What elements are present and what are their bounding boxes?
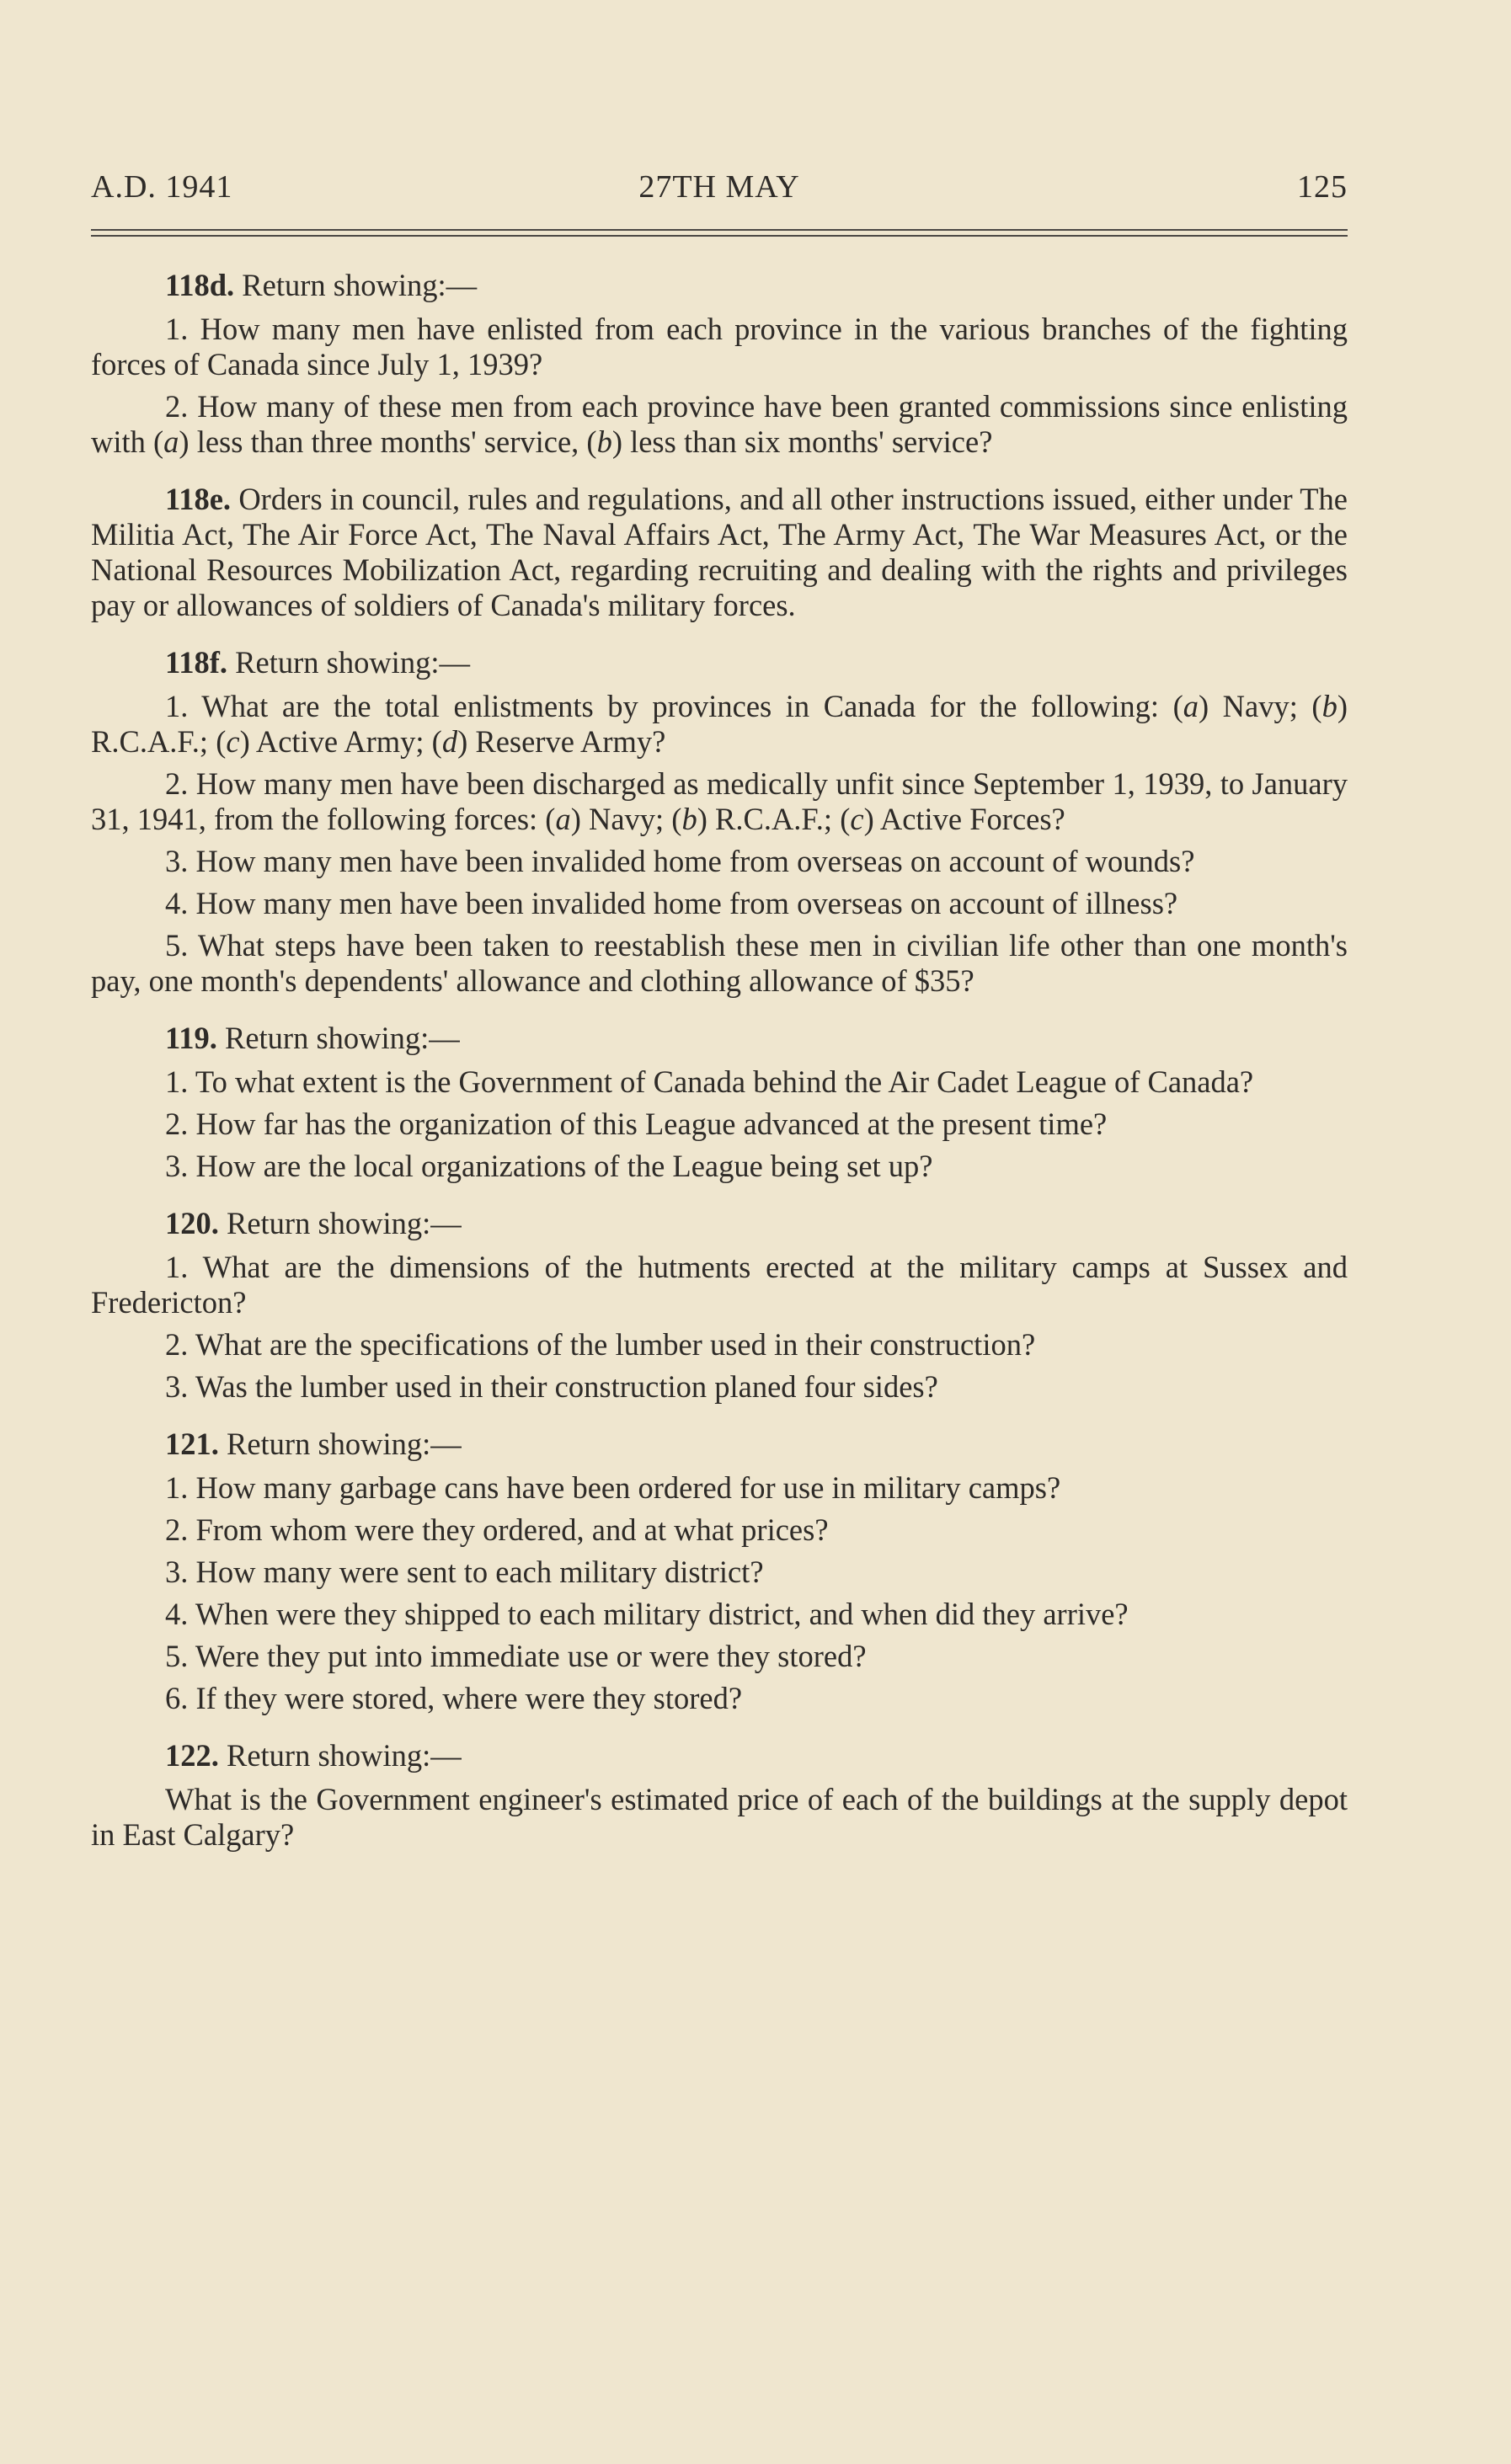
section-number: 118e. [165, 482, 232, 516]
italic-letter: b [681, 802, 697, 836]
question-item: 3. How are the local organizations of the League being set up? [165, 1149, 933, 1183]
section-number: 122. [165, 1738, 219, 1773]
text-run: ) less than three months' service, ( [179, 424, 597, 459]
question-item: 2. From whom were they ordered, and at what prices? [165, 1512, 829, 1547]
italic-letter: b [596, 424, 612, 459]
question-item: 4. How many men have been invalided home from overseas on account of illness? [165, 886, 1178, 920]
section-number: 119. [165, 1021, 217, 1055]
italic-letter: a [555, 802, 571, 836]
text-run: ) less than six months' service? [611, 424, 993, 459]
question-item: 3. How many men have been invalided home from overseas on account of wounds? [165, 844, 1195, 878]
italic-letter: a [163, 424, 179, 459]
header-year: A.D. 1941 [91, 169, 233, 205]
section-heading [91, 1021, 1348, 1056]
text-run: ) Active Army; ( [239, 724, 442, 759]
text-run: 2. How many men have been discharged as medically unfit since September 1, 1939, to January 31, 1941, from the following forces: ( [91, 766, 1348, 836]
section-text: Orders in council, rules and regulations, and all other instructions issued, either under The Militia Act, The Air Force Act, The Naval Affairs Act, The Army Act, The War Measures Act, or the National Resources Mobilization Act, regarding recruiting and dealing with the rights and privileges pay or allowances of soldiers of Canada's military forces. [91, 482, 1348, 622]
header-date: 27TH MAY [638, 169, 800, 205]
question-item: 1. To what extent is the Government of Canada behind the Air Cadet League of Canada? [165, 1064, 1254, 1099]
page-number: 125 [1297, 169, 1348, 205]
section-119 [91, 1021, 1348, 1184]
section-heading [91, 1427, 1348, 1462]
question-item [91, 389, 1348, 460]
section-title: Return showing:— [227, 1738, 462, 1773]
text-run: ) Active Forces? [863, 802, 1065, 836]
question-item: 1. How many men have enlisted from each province in the various branches of the fighting forces of Canada since July 1, 1939? [91, 312, 1348, 381]
section-121 [91, 1427, 1348, 1716]
section-title: Return showing:— [227, 1206, 462, 1240]
section-118e [91, 482, 1348, 623]
section-number: 118d. [165, 268, 235, 302]
question-item: 2. What are the specifications of the lumber used in their construction? [165, 1327, 1036, 1362]
question-item: 1. What are the dimensions of the hutments erected at the military camps at Sussex and Fredericton? [91, 1250, 1348, 1320]
section-title: Return showing:— [227, 1427, 462, 1461]
section-118f [91, 645, 1348, 999]
question-item: 4. When were they shipped to each military district, and when did they arrive? [165, 1597, 1129, 1631]
page-content [91, 268, 1348, 1875]
header-rule-bottom [91, 235, 1348, 237]
section-paragraph [91, 482, 1348, 623]
text-run: 1. What are the total enlistments by provinces in Canada for the following: ( [165, 689, 1183, 723]
page-header [91, 165, 1348, 209]
section-number: 118f. [165, 645, 228, 680]
section-number: 121. [165, 1427, 219, 1461]
section-number: 120. [165, 1206, 219, 1240]
text-run: ) Navy; ( [570, 802, 682, 836]
section-122 [91, 1738, 1348, 1853]
section-heading [91, 268, 1348, 303]
text-run: ) R.C.A.F.; ( [697, 802, 851, 836]
question-item: 1. How many garbage cans have been ordered for use in military camps? [165, 1470, 1061, 1505]
section-title: Return showing:— [235, 645, 470, 680]
text-run: 2. How many of these men from each province have been granted commissions since enlisting with ( [91, 389, 1348, 459]
section-heading [91, 1206, 1348, 1241]
text-run: ) Reserve Army? [457, 724, 666, 759]
text-run: ) Navy; ( [1198, 689, 1322, 723]
question-item [91, 689, 1348, 760]
section-paragraph: What is the Government engineer's estimated price of each of the buildings at the supply depot in East Calgary? [91, 1782, 1348, 1852]
header-rule-top [91, 229, 1348, 231]
question-item: 6. If they were stored, where were they stored? [165, 1681, 743, 1715]
italic-letter: c [850, 802, 864, 836]
italic-letter: a [1183, 689, 1199, 723]
text-run: ) R.C.A.F.; ( [91, 689, 1348, 759]
question-item: 3. Was the lumber used in their construction planed four sides? [165, 1369, 938, 1404]
question-item: 3. How many were sent to each military district? [165, 1555, 764, 1589]
question-item [91, 766, 1348, 837]
italic-letter: b [1321, 689, 1337, 723]
question-item: 2. How far has the organization of this League advanced at the present time? [165, 1107, 1108, 1141]
section-title: Return showing:— [225, 1021, 460, 1055]
section-title: Return showing:— [242, 268, 478, 302]
italic-letter: c [226, 724, 240, 759]
section-120 [91, 1206, 1348, 1405]
italic-letter: d [441, 724, 458, 759]
section-118d [91, 268, 1348, 460]
question-item: 5. What steps have been taken to reestablish these men in civilian life other than one month's pay, one month's dependents' allowance and clothing allowance of $35? [91, 928, 1348, 998]
section-heading [91, 1738, 1348, 1773]
section-heading [91, 645, 1348, 680]
question-item: 5. Were they put into immediate use or were they stored? [165, 1639, 867, 1673]
